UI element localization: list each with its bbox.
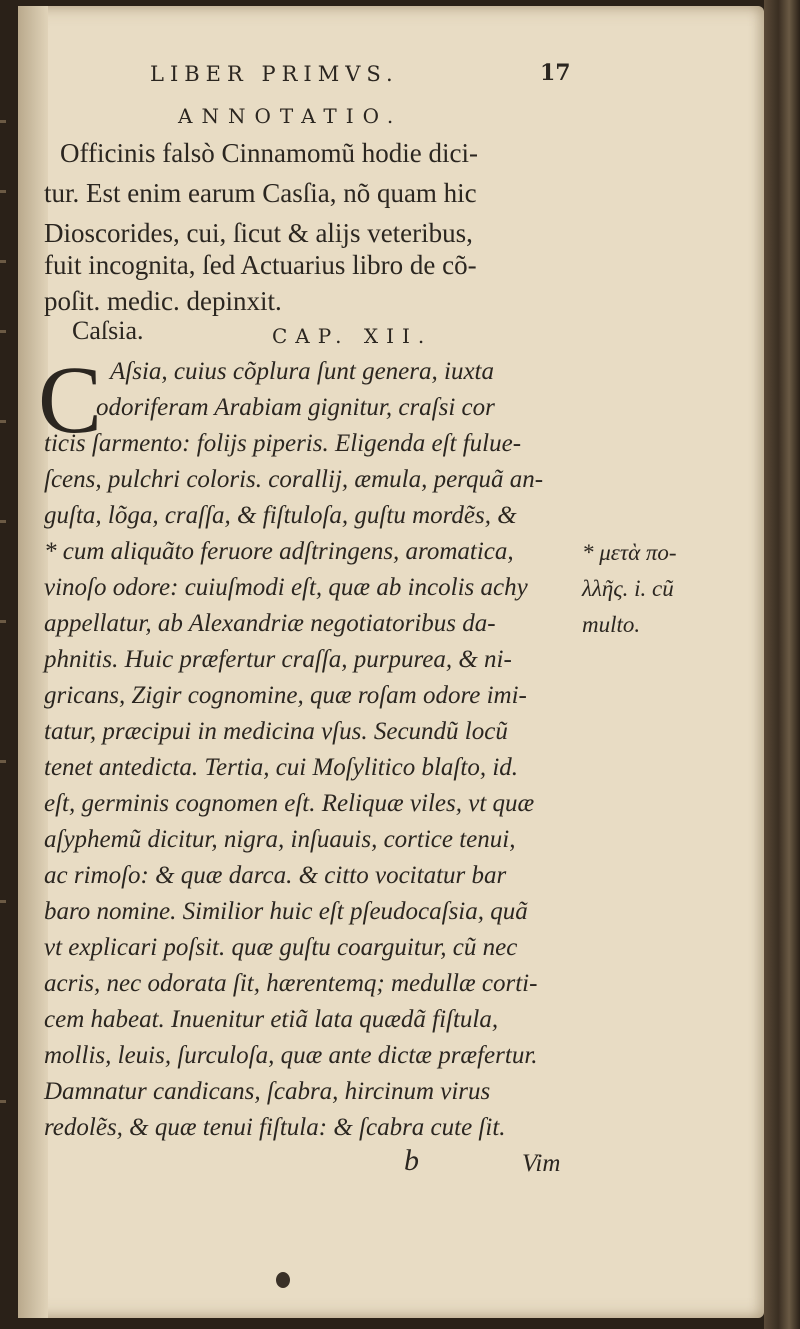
body-line: ſcens, pulchri coloris. corallij, æmula, perquã an- <box>44 466 544 493</box>
left-edge-mark <box>0 520 6 523</box>
annotation-line: Officinis falsò Cinnamomũ hodie dici- <box>60 138 478 168</box>
left-edge-mark <box>0 260 6 263</box>
body-line: cem habeat. Inuenitur etiã lata quædã fiſtula, <box>44 1006 499 1033</box>
catchword: Vim <box>522 1150 561 1177</box>
body-line: aſyphemũ dicitur, nigra, inſuauis, cortice tenui, <box>44 826 516 853</box>
left-edge-mark <box>0 330 6 333</box>
running-title: LIBER PRIMVS. <box>150 62 399 86</box>
body-line: odoriferam Arabiam gignitur, craſsi cor <box>96 394 495 421</box>
left-edge-mark <box>0 1100 6 1103</box>
body-line: ac rimoſo: & quæ darca. & citto vocitatur bar <box>44 862 507 889</box>
book-fore-edge <box>764 0 800 1329</box>
body-line: acris, nec odorata ſit, hærentemq; medullæ corti- <box>44 970 538 997</box>
margin-note-line: * μετὰ πο- <box>582 540 677 565</box>
margin-note-line: λλῆς. i. cũ <box>582 576 674 601</box>
drop-capital: C <box>38 346 103 453</box>
left-edge-mark <box>0 620 6 623</box>
left-edge-mark <box>0 900 6 903</box>
body-line: Aſsia, cuius cõplura ſunt genera, iuxta <box>110 358 494 385</box>
left-edge-mark <box>0 420 6 423</box>
left-edge-mark <box>0 760 6 763</box>
body-line: mollis, leuis, ſurculoſa, quæ ante dictæ præfertur. <box>44 1042 538 1069</box>
body-line: guſta, lõga, craſſa, & fiſtuloſa, guſtu mordẽs, & <box>44 502 517 529</box>
chapter-name: Caſsia. <box>72 316 144 345</box>
annotation-line: poſit. medic. depinxit. <box>44 286 282 316</box>
signature-mark: b <box>404 1144 419 1177</box>
body-line: Damnatur candicans, ſcabra, hircinum virus <box>44 1078 491 1105</box>
body-line: tenet antedicta. Tertia, cui Moſylitico blaſto, id. <box>44 754 519 781</box>
page-number: 17 <box>540 60 571 86</box>
body-line: tatur, præcipui in medicina vſus. Secundũ locũ <box>44 718 508 745</box>
margin-note-line: multo. <box>582 612 641 637</box>
annotation-title: ANNOTATIO. <box>178 104 403 128</box>
body-line: vinoſo odore: cuiuſmodi eſt, quæ ab incolis achy <box>44 574 528 601</box>
body-line: redolẽs, & quæ tenui fiſtula: & ſcabra cute ſit. <box>44 1114 506 1141</box>
body-line: appellatur, ab Alexandriæ negotiatoribus da- <box>44 610 496 637</box>
body-line: vt explicari poſsit. quæ guſtu coarguitur, cũ nec <box>44 934 518 961</box>
body-line: eſt, germinis cognomen eſt. Reliquæ viles, vt quæ <box>44 790 535 817</box>
body-line: gricans, Zigir cognomine, quæ roſam odore imi- <box>44 682 527 709</box>
body-line: * cum aliquãto feruore adſtringens, aromatica, <box>44 538 514 565</box>
body-line: phnitis. Huic præfertur craſſa, purpurea, & ni- <box>44 646 512 673</box>
body-line: baro nomine. Similior huic eſt pſeudocaſsia, quã <box>44 898 528 925</box>
body-line: ticis ſarmento: folijs piperis. Eligenda eſt fulue- <box>44 430 522 457</box>
annotation-line: tur. Est enim earum Casſia, nõ quam hic <box>44 178 477 208</box>
left-edge-mark <box>0 190 6 193</box>
paper-hole <box>276 1272 290 1288</box>
annotation-line: fuit incognita, ſed Actuarius libro de cõ- <box>44 250 477 280</box>
left-edge-mark <box>0 120 6 123</box>
chapter-number: CAP. XII. <box>272 324 433 348</box>
annotation-line: Dioscorides, cui, ſicut & alijs veteribus, <box>44 218 473 248</box>
